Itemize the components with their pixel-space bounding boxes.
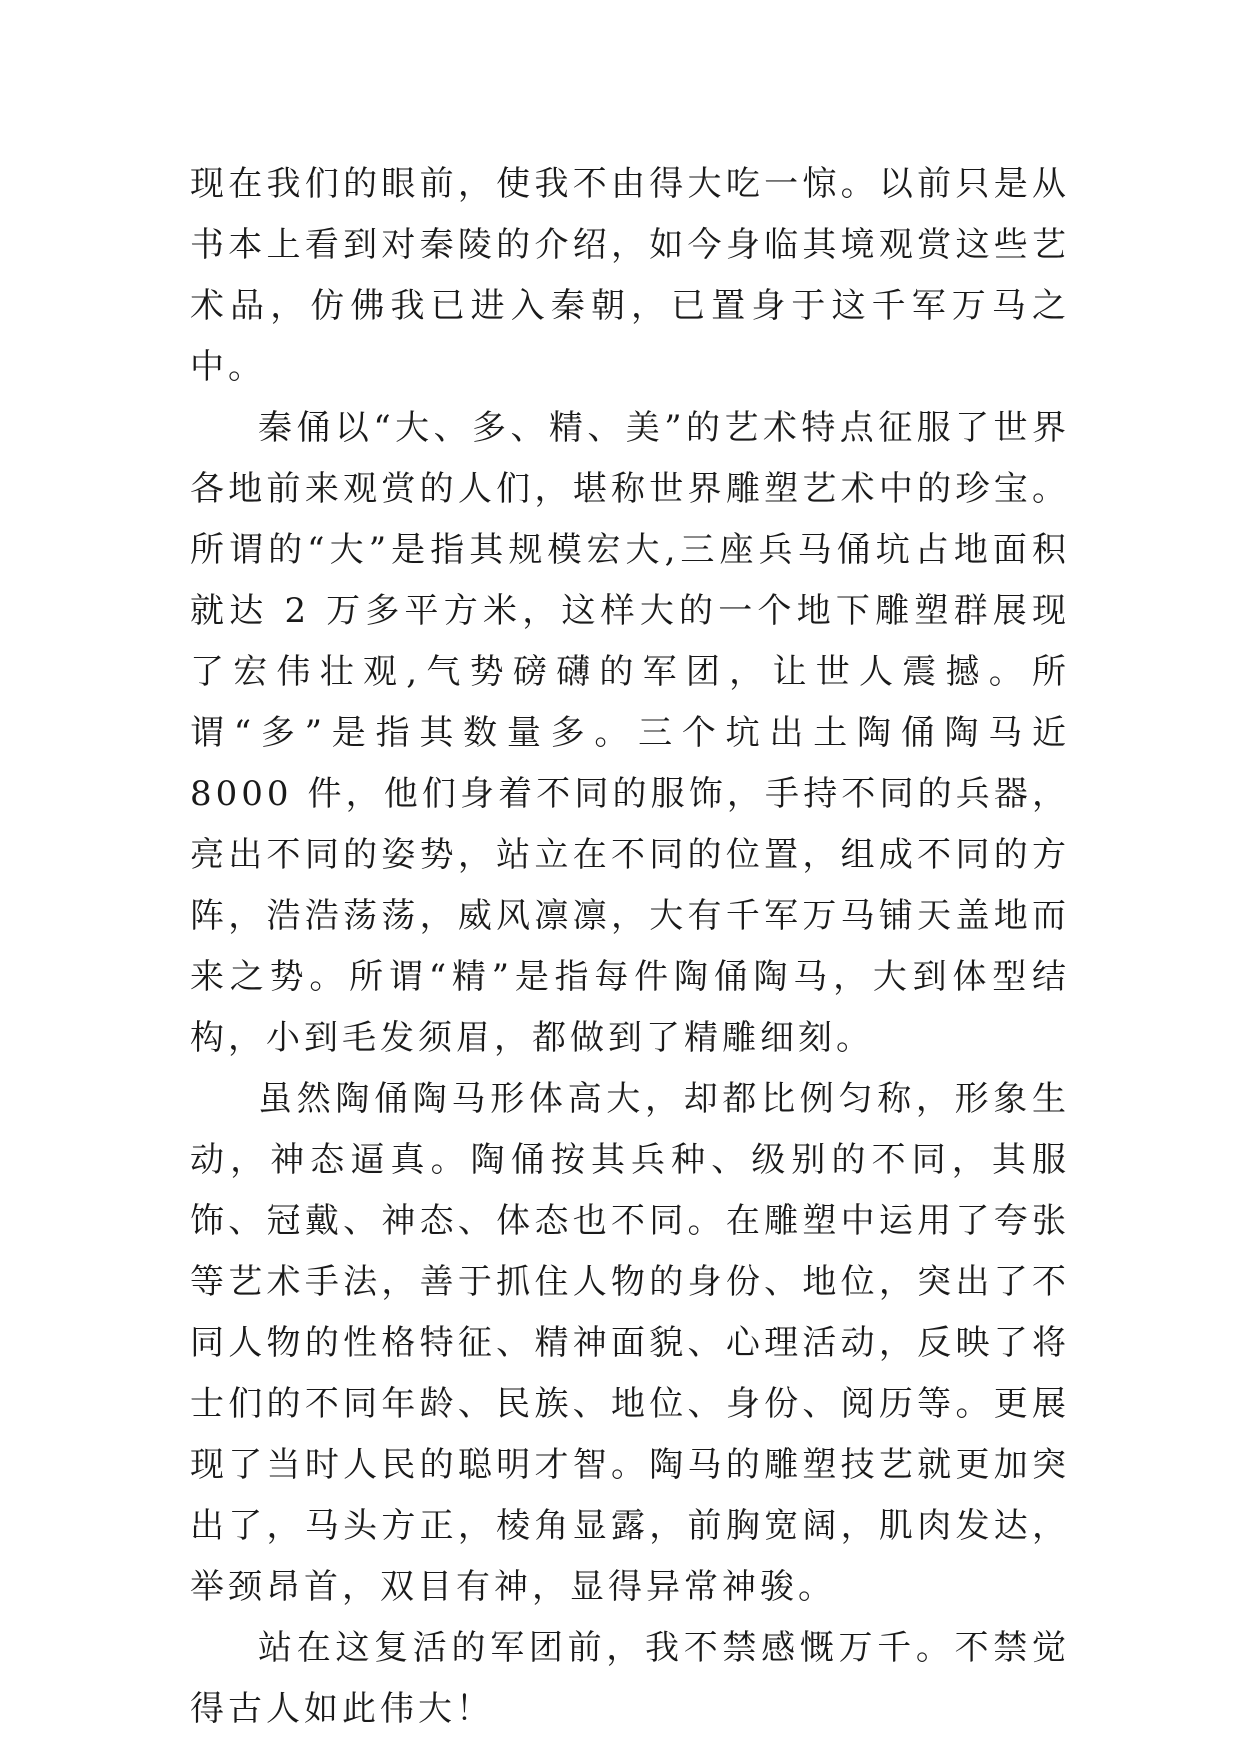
paragraph-continued: 现在我们的眼前，使我不由得大吃一惊。以前只是从书本上看到对秦陵的介绍，如今身临其境观赏这些艺术品，仿佛我已进入秦朝，已置身于这千军万马之中。 bbox=[190, 164, 1070, 387]
paragraph-sculpture-details: 虽然陶俑陶马形体高大，却都比例匀称，形象生动，神态逼真。陶俑按其兵种、级别的不同，其服饰、冠戴、神态、体态也不同。在雕塑中运用了夸张等艺术手法，善于抓住人物的身份、地位，突出了不同人物的性格特征、精神面貌、心理活动，反映了将士们的不同年龄、民族、地位、身份、阅历等。更展现了当时人民的聪明才智。陶马的雕塑技艺就更加突出了，马头方正，棱角显露，前胸宽阔，肌肉发达，举颈昂首，双目有神，显得异常神骏。 bbox=[190, 1079, 1070, 1607]
paragraph-terracotta-features: 秦俑以“大、多、精、美”的艺术特点征服了世界各地前来观赏的人们，堪称世界雕塑艺术中的珍宝。所谓的“大”是指其规模宏大,三座兵马俑坑占地面积就达 2 万多平方米，这样大的一个地下雕塑群展现了宏伟壮观,气势磅礴的军团，让世人震撼。所谓“多”是指其数量多。三个坑出土陶俑陶马近 8000 件，他们身着不同的服饰，手持不同的兵器，亮出不同的姿势，站立在不同的位置，组成不同的方阵，浩浩荡荡，威风凛凛，大有千军万马铺天盖地而来之势。所谓“精”是指每件陶俑陶马，大到体型结构，小到毛发须眉，都做到了精雕细刻。 bbox=[190, 408, 1070, 1058]
paragraph-conclusion: 站在这复活的军团前，我不禁感慨万千。不禁觉得古人如此伟大！ bbox=[190, 1628, 1070, 1729]
essay-body bbox=[190, 154, 1070, 1740]
